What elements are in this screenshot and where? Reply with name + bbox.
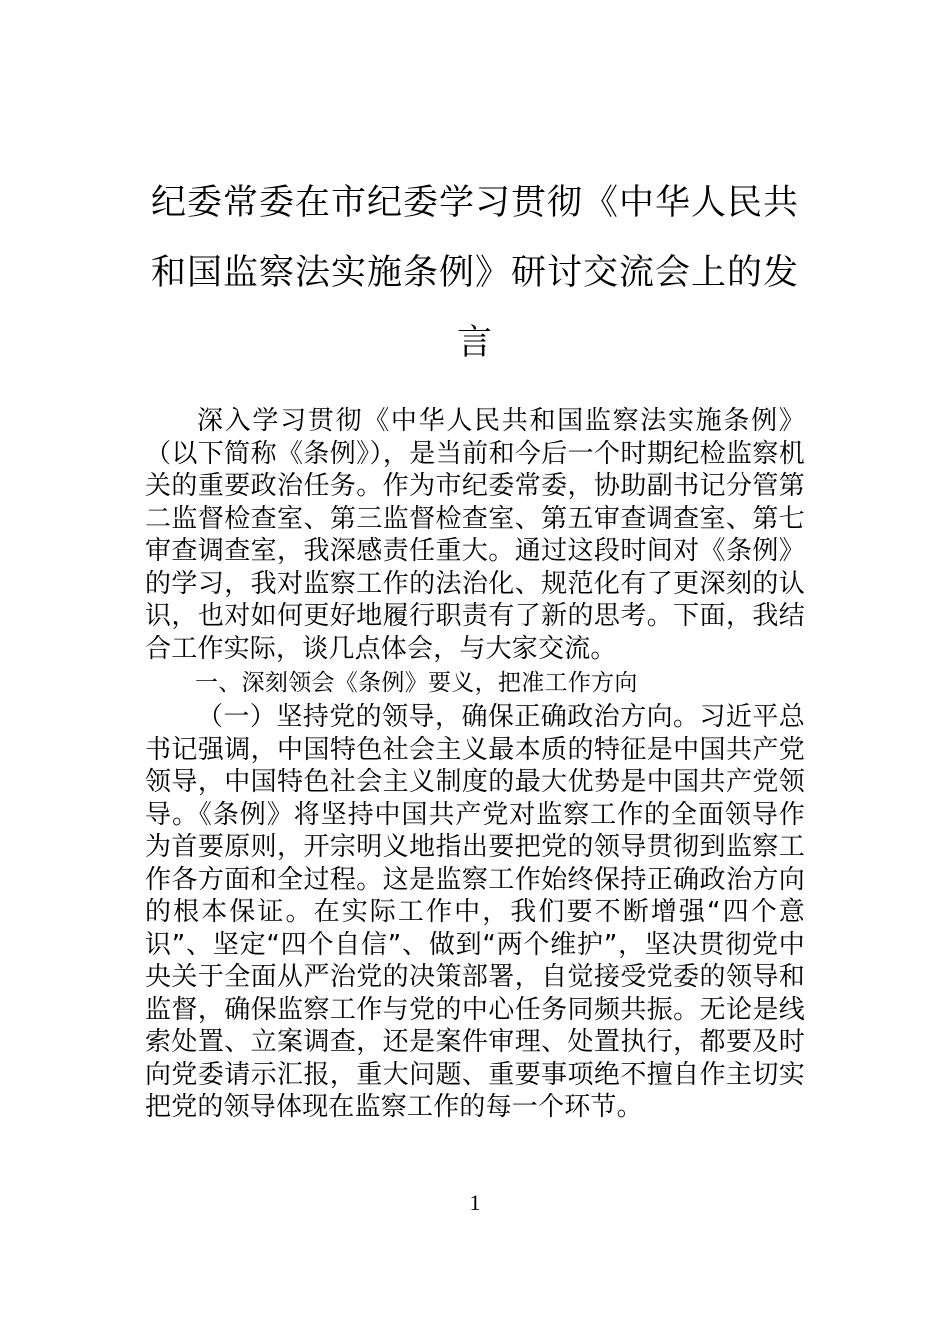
subsection-paragraph-1: （一）坚持党的领导，确保正确政治方向。习近平总书记强调，中国特色社会主义最本质的特征是中国共产党领导，中国特色社会主义制度的最大优势是中国共产党领导。《条例》将坚持中国共产党对监察工作的全面领导作为首要原则，开宗明义地指出要把党的领导贯彻到监察工作各方面和全过程。这是监察工作始终保持正确政治方向的根本保证。在实际工作中，我们要不断增强“四个意识”、坚定“四个自信”、做到“两个维护”，坚决贯彻党中央关于全面从严治党的决策部署，自觉接受党委的领导和监督，确保监察工作与党的中心任务同频共振。无论是线索处置、立案调查，还是案件审理、处置执行，都要及时向党委请示汇报，重大问题、重要事项绝不擅自作主切实把党的领导体现在监察工作的每一个环节。 [145,702,805,1122]
section-heading-1: 一、深刻领会《条例》要义，把准工作方向 [195,670,638,696]
document-body [145,405,805,1124]
title-line-1: 纪委常委在市纪委学习贯彻《中华人民共 [150,183,799,223]
title-line-2: 和国监察法实施条例》研讨交流会上的发 [150,253,799,293]
title-line-3: 言 [456,323,493,363]
intro-paragraph: 深入学习贯彻《中华人民共和国监察法实施条例》（以下简称《条例》），是当前和今后一个时期纪检监察机关的重要政治任务。作为市纪委常委，协助副书记分管第二监督检查室、第三监督检查室、第五审查调查室、第七审查调查室，我深感责任重大。通过这段时间对《条例》的学习，我对监察工作的法治化、规范化有了更深刻的认识，也对如何更好地履行职责有了新的思考。下面，我结合工作实际，谈几点体会，与大家交流。 [145,406,805,664]
page-number: 1 [469,1190,481,1215]
document-title [150,168,800,378]
